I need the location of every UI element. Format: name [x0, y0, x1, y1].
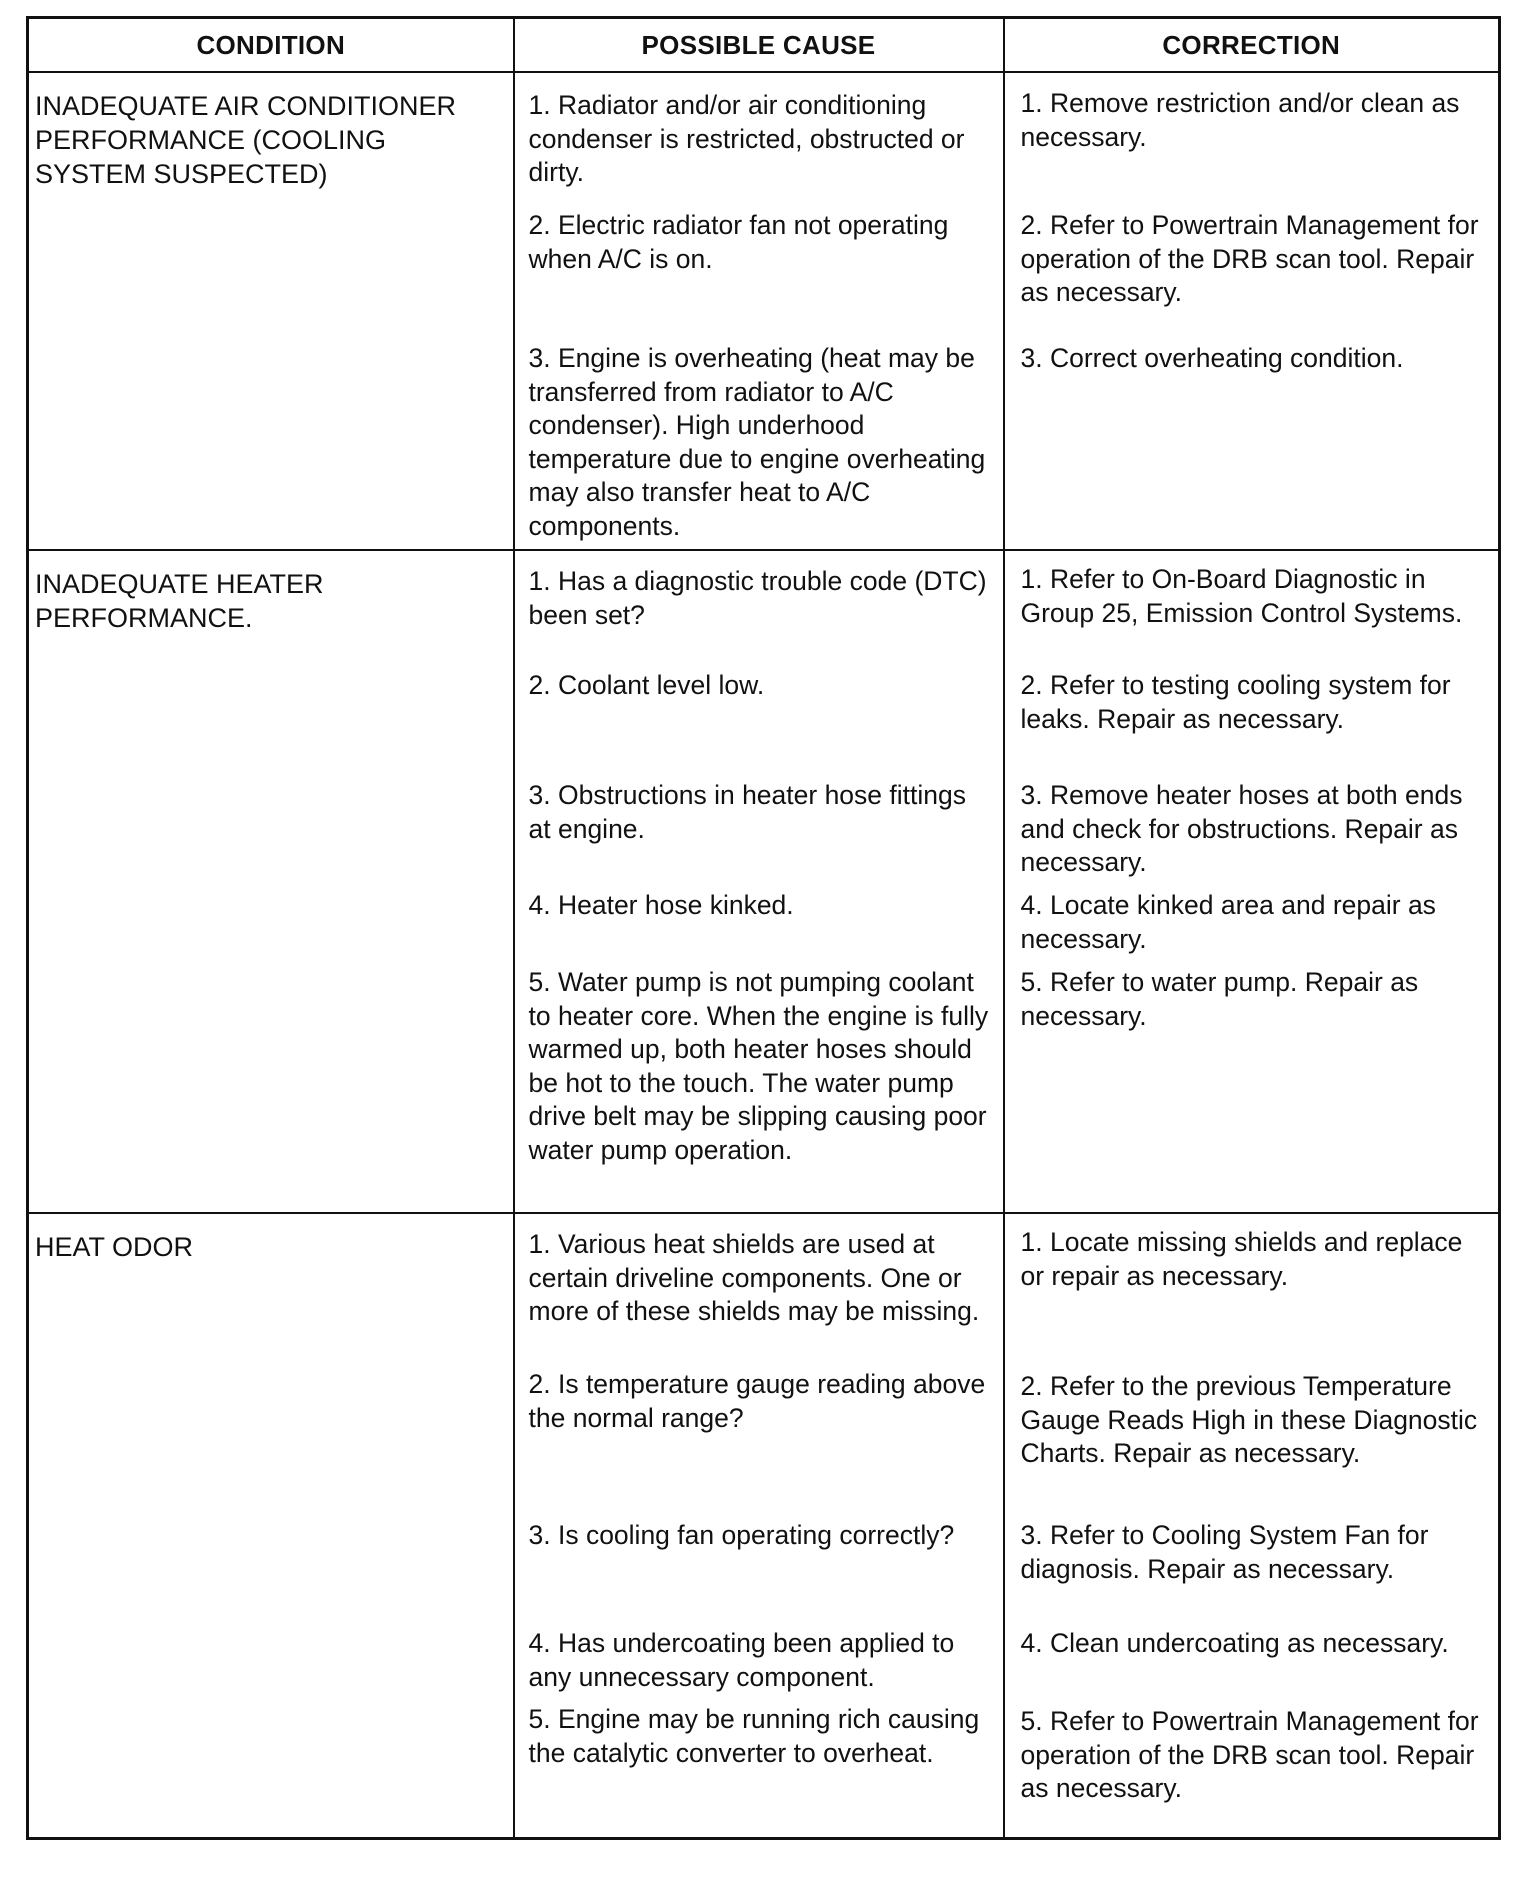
- header-possible-cause: POSSIBLE CAUSE: [514, 18, 1004, 73]
- table-row: [28, 1213, 1500, 1368]
- cause-cell: 3. Obstructions in heater hose fittings at engine.: [514, 779, 1004, 889]
- condition-cell: INADEQUATE AIR CONDITIONER PERFORMANCE (COOLING SYSTEM SUSPECTED): [28, 72, 514, 550]
- condition-cell: HEAT ODOR: [28, 1213, 514, 1839]
- cause-cell: 1. Has a diagnostic trouble code (DTC) been set?: [514, 550, 1004, 669]
- cause-cell: 5. Engine may be running rich causing the catalytic converter to overheat.: [514, 1703, 1004, 1839]
- cause-cell: 2. Electric radiator fan not operating when A/C is on.: [514, 209, 1004, 342]
- correction-cell: 3. Remove heater hoses at both ends and check for obstructions. Repair as necessary.: [1004, 779, 1500, 889]
- cause-cell: 5. Water pump is not pumping coolant to heater core. When the engine is fully warmed up, both heater hoses should be hot to the touch. The water pump drive belt may be slipping causing poor water pump operation.: [514, 966, 1004, 1213]
- header-row: [28, 18, 1500, 73]
- cause-cell: 3. Is cooling fan operating correctly?: [514, 1519, 1004, 1627]
- table-row: [28, 72, 1500, 209]
- correction-cell: 1. Remove restriction and/or clean as necessary.: [1004, 72, 1500, 209]
- correction-cell: 2. Refer to testing cooling system for leaks. Repair as necessary.: [1004, 669, 1500, 779]
- table-row: [28, 550, 1500, 669]
- correction-cell: 2. Refer to Powertrain Management for operation of the DRB scan tool. Repair as necessary.: [1004, 209, 1500, 342]
- header-correction: CORRECTION: [1004, 18, 1500, 73]
- correction-cell: 3. Correct overheating condition.: [1004, 342, 1500, 550]
- correction-cell: 1. Locate missing shields and replace or repair as necessary.: [1004, 1213, 1500, 1368]
- cause-cell: 3. Engine is overheating (heat may be transferred from radiator to A/C condenser). High underhood temperature due to engine overheating may also transfer heat to A/C components.: [514, 342, 1004, 550]
- diagnosis-table: [26, 16, 1501, 1840]
- cause-cell: 2. Coolant level low.: [514, 669, 1004, 779]
- cause-cell: 4. Has undercoating been applied to any unnecessary component.: [514, 1627, 1004, 1703]
- cause-cell: 1. Various heat shields are used at certain driveline components. One or more of these shields may be missing.: [514, 1213, 1004, 1368]
- correction-cell: 4. Clean undercoating as necessary.: [1004, 1627, 1500, 1703]
- cause-cell: 4. Heater hose kinked.: [514, 889, 1004, 966]
- condition-cell: INADEQUATE HEATER PERFORMANCE.: [28, 550, 514, 1213]
- cause-cell: 1. Radiator and/or air conditioning condenser is restricted, obstructed or dirty.: [514, 72, 1004, 209]
- correction-cell: 5. Refer to Powertrain Management for operation of the DRB scan tool. Repair as necessary.: [1004, 1703, 1500, 1839]
- correction-cell: 2. Refer to the previous Temperature Gauge Reads High in these Diagnostic Charts. Repair as necessary.: [1004, 1368, 1500, 1519]
- correction-cell: 3. Refer to Cooling System Fan for diagnosis. Repair as necessary.: [1004, 1519, 1500, 1627]
- correction-cell: 5. Refer to water pump. Repair as necessary.: [1004, 966, 1500, 1213]
- header-condition: CONDITION: [28, 18, 514, 73]
- correction-cell: 4. Locate kinked area and repair as necessary.: [1004, 889, 1500, 966]
- cause-cell: 2. Is temperature gauge reading above the normal range?: [514, 1368, 1004, 1519]
- correction-cell: 1. Refer to On-Board Diagnostic in Group 25, Emission Control Systems.: [1004, 550, 1500, 669]
